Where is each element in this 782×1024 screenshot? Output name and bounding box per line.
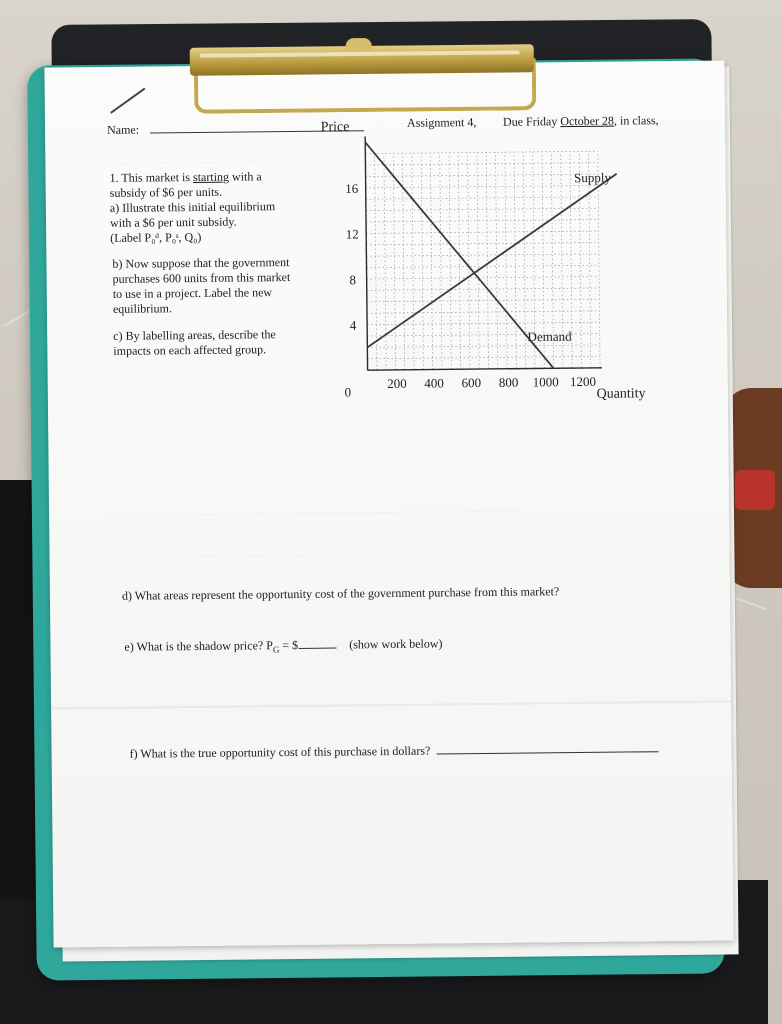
q1b-line-1: b) Now suppose that the government: [112, 255, 290, 271]
assignment-title: Assignment 4,: [406, 115, 477, 130]
q1-prefix: 1. This market is: [109, 170, 194, 185]
grid-line-vertical: [375, 154, 377, 371]
question-f: [130, 741, 659, 762]
grid-line-horizontal: [367, 288, 599, 290]
y-axis: [365, 137, 367, 371]
grid-line-horizontal: [367, 345, 599, 347]
grid-line-horizontal: [366, 220, 598, 222]
grid-line-horizontal: [366, 242, 598, 244]
x-tick-label-400: 400: [424, 375, 444, 391]
q1c-line-2: impacts on each affected group.: [113, 342, 267, 358]
q1-line-1: [109, 169, 261, 186]
q1b-line-3: to use in a project. Label the new: [112, 285, 273, 301]
grid-line-horizontal: [367, 356, 599, 358]
q1-line-5: (Label P₀ᵈ, P₀ˢ, Q₀): [110, 229, 202, 245]
y-tick-label-4: 4: [349, 317, 357, 333]
q1c-line-1: c) By labelling areas, describe the: [113, 327, 276, 343]
due-date-underlined: October 28: [560, 113, 615, 129]
q1b-line-4: equilibrium.: [112, 301, 173, 316]
grid-line-horizontal: [366, 254, 598, 256]
name-label: Name:: [106, 122, 140, 137]
x-tick-label-1200: 1200: [569, 373, 597, 390]
grid-line-vertical: [523, 152, 525, 369]
demand-label: Demand: [527, 328, 572, 345]
question-e-suffix: (show work below): [349, 636, 443, 652]
grid-line-vertical: [393, 153, 395, 370]
grid-line-horizontal: [366, 231, 598, 233]
due-prefix: Due Friday: [502, 114, 561, 129]
grid-line-horizontal: [365, 163, 597, 165]
q1-line-3: a) Illustrate this initial equilibrium: [109, 199, 276, 215]
q1-line-2: subsidy of $6 per units.: [109, 184, 223, 200]
grid-line-horizontal: [366, 197, 598, 199]
grid-line-horizontal: [366, 174, 598, 176]
y-tick-label-16: 16: [345, 180, 359, 197]
grid-line-horizontal: [367, 311, 599, 313]
question-e-mid: = $: [279, 637, 299, 653]
question-e-prefix: e) What is the shadow price? P: [124, 638, 273, 654]
grid-line-vertical: [514, 152, 516, 369]
grid-line-vertical: [505, 152, 507, 369]
grid-line-vertical: [421, 153, 423, 370]
question-f-text: f) What is the true opportunity cost of this purchase in dollars?: [129, 743, 431, 761]
x-axis: [368, 368, 602, 370]
clip-knob: [346, 38, 372, 50]
x-axis-label: Quantity: [596, 386, 646, 402]
paper-fold: [51, 700, 731, 709]
assignment-sheet: Name: Assignment 4, Due Friday October 28, in class, ………………………………………… …………………………………………………………………………… …………………………………………… 1. This market is starting with a subsidy of $6 per units. a) Illustrate this initial equilibrium with a $6 per unit subsidy. (Label P₀ᵈ, P₀ˢ, Q₀) b) Now suppose that the government purchases 600 units from this market to use in a project. Label the new equilibrium. c) By labelling areas, describe the impacts on each affected group. 200 400 600 800 1000 1200 4 8 12 16 0 Price Quantity Supply Demand d) What areas represent the opportunity cost of the government purchase from this market? e) What is the shadow price? $P_G$ = $ (show work below) f) What is the true opportunity cost of this purchase in dollars?: [44, 60, 733, 947]
q1-starting: starting: [192, 169, 230, 185]
grid-line-vertical: [449, 153, 451, 370]
demand-curve: [365, 140, 553, 370]
q1-line-4: with a $6 per unit subsidy.: [109, 214, 237, 230]
grid-line-vertical: [477, 152, 479, 369]
y-tick-label-8: 8: [349, 272, 356, 288]
opportunity-cost-blank[interactable]: [436, 751, 658, 754]
pencil-mark: [110, 88, 145, 114]
grid-line-vertical: [468, 153, 470, 370]
sleeve-cuff: [735, 470, 775, 510]
q1b-line-2: purchases 600 units from this market: [112, 270, 291, 286]
x-tick-label-800: 800: [498, 374, 519, 390]
question-e-sub: G: [272, 644, 280, 655]
x-tick-label-1000: 1000: [532, 374, 559, 390]
grid-line-vertical: [458, 153, 460, 370]
grid-line-vertical: [430, 153, 432, 370]
grid-line-horizontal: [367, 299, 599, 301]
grid-line-vertical: [403, 153, 405, 370]
grid-line-vertical: [486, 152, 488, 369]
y-axis-label: Price: [320, 119, 350, 135]
supply-label: Supply: [574, 169, 612, 186]
grid-line-vertical: [440, 153, 442, 370]
origin-label: 0: [344, 384, 352, 400]
grid-line-vertical: [384, 153, 386, 370]
q1-suffix: with a: [228, 169, 262, 184]
clipboard-clip: [190, 44, 535, 114]
grid-line-horizontal: [367, 277, 599, 279]
grid-line-vertical: [412, 153, 414, 370]
question-e: [124, 636, 442, 659]
x-tick-label-600: 600: [461, 375, 482, 391]
grid-line-horizontal: [365, 151, 597, 153]
due-date: [503, 113, 659, 130]
due-suffix: , in class,: [613, 113, 659, 128]
shadow-price-blank[interactable]: [298, 648, 336, 649]
grid-line-vertical: [496, 152, 498, 369]
question-d: d) What areas represent the opportunity cost of the government purchase from this market?: [121, 584, 560, 603]
y-tick-label-12: 12: [345, 226, 359, 242]
x-tick-label-200: 200: [387, 375, 407, 392]
